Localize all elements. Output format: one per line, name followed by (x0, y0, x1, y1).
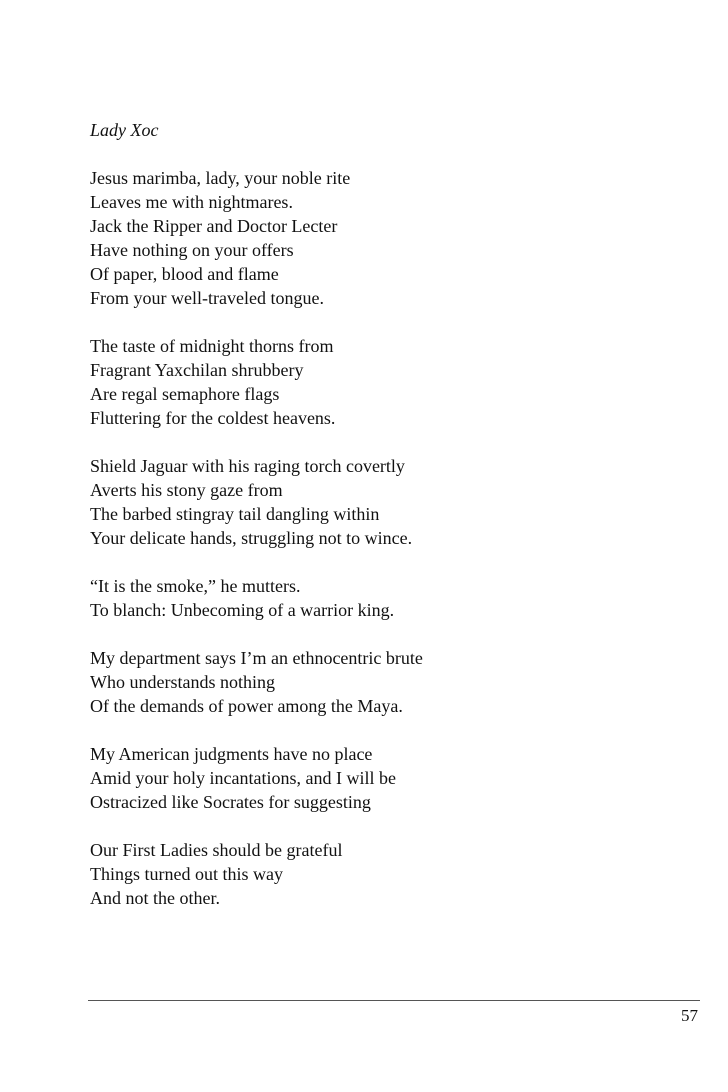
stanza-7 (90, 838, 650, 910)
footer-divider (88, 1000, 700, 1001)
poem-line: Fluttering for the coldest heavens. (90, 408, 336, 428)
stanza-6 (90, 742, 650, 814)
poem-line: Shield Jaguar with his raging torch covertly (90, 456, 405, 476)
poem-line: Leaves me with nightmares. (90, 192, 293, 212)
poem-line: And not the other. (90, 888, 220, 908)
poem-line: “It is the smoke,” he mutters. (90, 576, 301, 596)
poem-line: Are regal semaphore flags (90, 384, 280, 404)
poem-line: Ostracized like Socrates for suggesting (90, 792, 371, 812)
poem-line: Have nothing on your offers (90, 240, 294, 260)
poem-line: Our First Ladies should be grateful (90, 840, 343, 860)
poem-line: Jesus marimba, lady, your noble rite (90, 168, 351, 188)
poem-line: My department says I’m an ethnocentric brute (90, 648, 423, 668)
poem-line: Things turned out this way (90, 864, 283, 884)
poem-line: Of paper, blood and flame (90, 264, 279, 284)
poem-title: Lady Xoc (90, 120, 159, 140)
poem-line: My American judgments have no place (90, 744, 373, 764)
poem-line: From your well-traveled tongue. (90, 288, 324, 308)
page-number: 57 (681, 1006, 698, 1025)
poem-line: Amid your holy incantations, and I will be (90, 768, 396, 788)
poem-line: Who understands nothing (90, 672, 275, 692)
stanza-2 (90, 334, 650, 430)
poem-line: Your delicate hands, struggling not to wince. (90, 528, 413, 548)
poem-line: Of the demands of power among the Maya. (90, 696, 403, 716)
poem-line: The taste of midnight thorns from (90, 336, 334, 356)
stanza-1 (90, 166, 650, 310)
poem-line: To blanch: Unbecoming of a warrior king. (90, 600, 395, 620)
stanza-5 (90, 646, 650, 718)
stanza-4 (90, 574, 650, 622)
stanza-3 (90, 454, 650, 550)
poem-line: Jack the Ripper and Doctor Lecter (90, 216, 338, 236)
poem-line: Averts his stony gaze from (90, 480, 283, 500)
poem-line: Fragrant Yaxchilan shrubbery (90, 360, 304, 380)
poem (90, 118, 650, 934)
poem-line: The barbed stingray tail dangling within (90, 504, 380, 524)
